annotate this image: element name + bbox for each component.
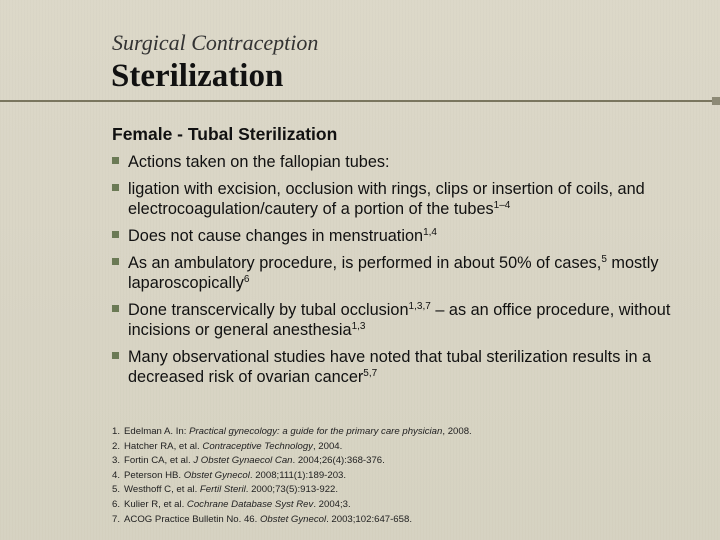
reference-details: . 2008;111(1):189-203.	[249, 469, 347, 481]
bullet-text: Does not cause changes in menstruation	[128, 227, 424, 245]
bullet-list	[112, 152, 702, 394]
slide-title: Sterilization	[111, 58, 284, 94]
bullet-text: Done transcervically by tubal occlusion	[128, 301, 409, 319]
citation-superscript: 1,3,7	[408, 301, 431, 312]
reference-details: . 2004;26(4):368-376.	[292, 455, 385, 467]
bullet-item	[112, 179, 702, 219]
reference-source: Fertil Steril	[199, 484, 246, 496]
citation-superscript: 5	[601, 254, 607, 265]
reference-number: 2.	[112, 440, 121, 452]
bullet-text: ligation with excision, occlusion with rings, clips or insertion of coils, and electrocoagulation/cautery of a portion of the tubes	[128, 180, 645, 218]
reference-item	[112, 440, 702, 455]
reference-authors: Peterson HB.	[124, 469, 184, 481]
reference-item	[112, 483, 702, 498]
bullet-item	[112, 347, 702, 387]
bullet-item	[112, 152, 702, 172]
reference-authors: Westhoff C, et al.	[124, 484, 200, 496]
reference-authors: Fortin CA, et al.	[124, 455, 194, 467]
bullet-square-icon	[112, 352, 119, 359]
divider-line	[0, 100, 712, 102]
reference-source: Cochrane Database Syst Rev	[186, 498, 314, 510]
reference-item	[112, 469, 702, 484]
citation-superscript: 1,4	[423, 227, 437, 238]
reference-item	[112, 513, 702, 528]
bullet-text-continued: mostly laparoscopically	[128, 254, 659, 292]
section-heading: Female - Tubal Sterilization	[112, 124, 338, 144]
bullet-text: Many observational studies have noted that tubal sterilization results in a decreased risk of ovarian cancer	[128, 348, 652, 386]
reference-number: 3.	[112, 455, 121, 467]
bullet-square-icon	[112, 231, 119, 238]
reference-authors: Kulier R, et al.	[124, 498, 187, 510]
citation-superscript: 1–4	[493, 200, 511, 211]
bullet-square-icon	[112, 258, 119, 265]
bullet-text: Actions taken on the fallopian tubes:	[128, 153, 390, 171]
reference-item	[112, 498, 702, 513]
bullet-text: As an ambulatory procedure, is performed in about 50% of cases,	[128, 254, 602, 272]
citation-superscript: 6	[243, 274, 250, 285]
reference-item	[112, 425, 702, 440]
reference-number: 6.	[112, 498, 121, 510]
bullet-square-icon	[112, 305, 119, 312]
bullet-square-icon	[112, 157, 119, 164]
slide-subtitle: Surgical Contraception	[112, 30, 319, 55]
reference-source: Obstet Gynecol	[183, 469, 250, 481]
reference-authors: Hatcher RA, et al.	[124, 440, 203, 452]
reference-details: . 2004;3.	[313, 498, 351, 510]
reference-number: 4.	[112, 469, 121, 481]
reference-source: Contraceptive Technology	[202, 440, 313, 452]
bullet-item	[112, 253, 702, 293]
citation-superscript: 1,3	[351, 321, 366, 332]
reference-list	[112, 425, 702, 527]
bullet-square-icon	[112, 184, 119, 191]
reference-details: , 2004.	[312, 440, 343, 452]
reference-source: J Obstet Gynaecol Can	[193, 455, 293, 467]
reference-details: . 2000;73(5):913-922.	[245, 484, 339, 496]
reference-number: 7.	[112, 513, 121, 525]
reference-number: 1.	[112, 426, 121, 437]
bullet-item	[112, 226, 702, 246]
bullet-text-continued: – as an office procedure, without incisions or general anesthesia	[128, 301, 671, 339]
citation-superscript: 5,7	[363, 368, 378, 379]
reference-authors: Edelman A. In:	[124, 426, 190, 437]
bullet-item	[112, 300, 702, 340]
divider-square	[712, 97, 720, 105]
title-divider	[0, 97, 720, 105]
reference-details: , 2008.	[442, 426, 472, 437]
reference-source: Practical gynecology: a guide for the primary care physician	[189, 426, 443, 437]
reference-source: Obstet Gynecol	[259, 513, 327, 525]
reference-number: 5.	[112, 484, 121, 496]
reference-authors: ACOG Practice Bulletin No. 46.	[124, 513, 260, 525]
reference-details: . 2003;102:647-658.	[326, 513, 412, 525]
reference-item	[112, 454, 702, 469]
